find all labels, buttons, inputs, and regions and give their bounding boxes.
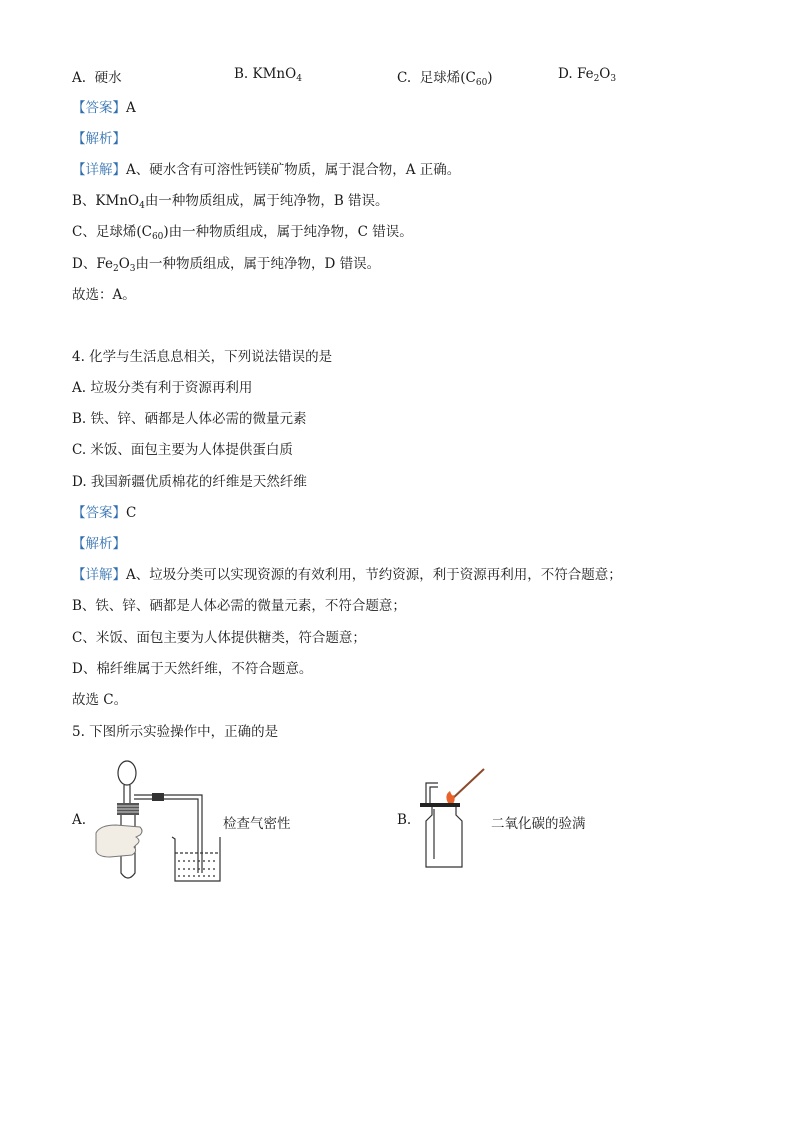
q4-option-c: C. 米饭、面包主要为人体提供蛋白质 [72, 442, 293, 458]
co2-fullness-test-apparatus [414, 765, 494, 875]
q5-option-a-caption: 检查气密性 [223, 816, 291, 832]
delivery-tube [134, 793, 202, 873]
q4-option-d: D. 我国新疆优质棉花的纤维是天然纤维 [72, 474, 307, 490]
q5-stem: 5. 下图所示实验操作中，正确的是 [72, 724, 279, 740]
q3-option-c: C. 足球烯$(C_{60})$ [397, 70, 493, 88]
answer-tag: 【答案】 [72, 505, 126, 521]
q4-answer: 【答案】C [72, 505, 137, 521]
q4-analysis-tag: 【解析】 [72, 536, 126, 552]
q4-option-a: A. 垃圾分类有利于资源再利用 [72, 380, 253, 396]
q3-option-d: D. $Fe_2O_3$ [558, 66, 617, 84]
q3-answer: 【答案】A [72, 100, 136, 116]
glass-tube [426, 783, 438, 859]
q3-detail-d: D、$Fe_2O_3$由一种物质组成，属于纯净物，D 错误。 [72, 256, 381, 274]
q4-detail-c: C、米饭、面包主要为人体提供糖类，符合题意； [72, 630, 366, 646]
glass-cover-plate [420, 803, 460, 807]
q3-analysis-tag: 【解析】 [72, 131, 126, 147]
rubber-stopper [117, 803, 139, 815]
q3-options [72, 66, 712, 86]
q3-option-a: A. 硬水 [72, 70, 122, 86]
q4-detail-b: B、铁、锌、硒都是人体必需的微量元素，不符合题意； [72, 598, 406, 614]
thistle-funnel [118, 761, 136, 807]
q5-option-b-label: B. [397, 812, 412, 828]
q3-detail-b: B、KMnO$_4$由一种物质组成，属于纯净物，B 错误。 [72, 193, 389, 211]
matchstick [452, 769, 484, 799]
q4-stem: 4. 化学与生活息息相关，下列说法错误的是 [72, 349, 333, 365]
q4-choice: 故选 C。 [72, 692, 128, 708]
q3-choice: 故选：A。 [72, 287, 136, 303]
q5-option-a-label: A. [72, 812, 87, 828]
flame-icon [446, 791, 454, 805]
gas-collecting-bottle [426, 807, 462, 867]
q3-detail-a: 【详解】A、硬水含有可溶性钙镁矿物质，属于混合物，A 正确。 [72, 162, 461, 178]
q4-detail-d: D、棉纤维属于天然纤维，不符合题意。 [72, 661, 313, 677]
beaker [172, 837, 220, 881]
q4-option-b: B. 铁、锌、硒都是人体必需的微量元素 [72, 411, 307, 427]
hand-icon [96, 825, 142, 857]
q3-detail-c: C、足球烯$(C_{60})$由一种物质组成，属于纯净物，C 错误。 [72, 224, 413, 242]
airtightness-check-apparatus [90, 755, 230, 885]
answer-tag: 【答案】 [72, 100, 126, 116]
q4-detail-a: 【详解】A、垃圾分类可以实现资源的有效利用，节约资源，利于资源再利用，不符合题意； [72, 567, 622, 583]
q3-option-b: B. KMnO$_4$ [234, 66, 302, 84]
q5-option-b-caption: 二氧化碳的验满 [491, 816, 586, 832]
